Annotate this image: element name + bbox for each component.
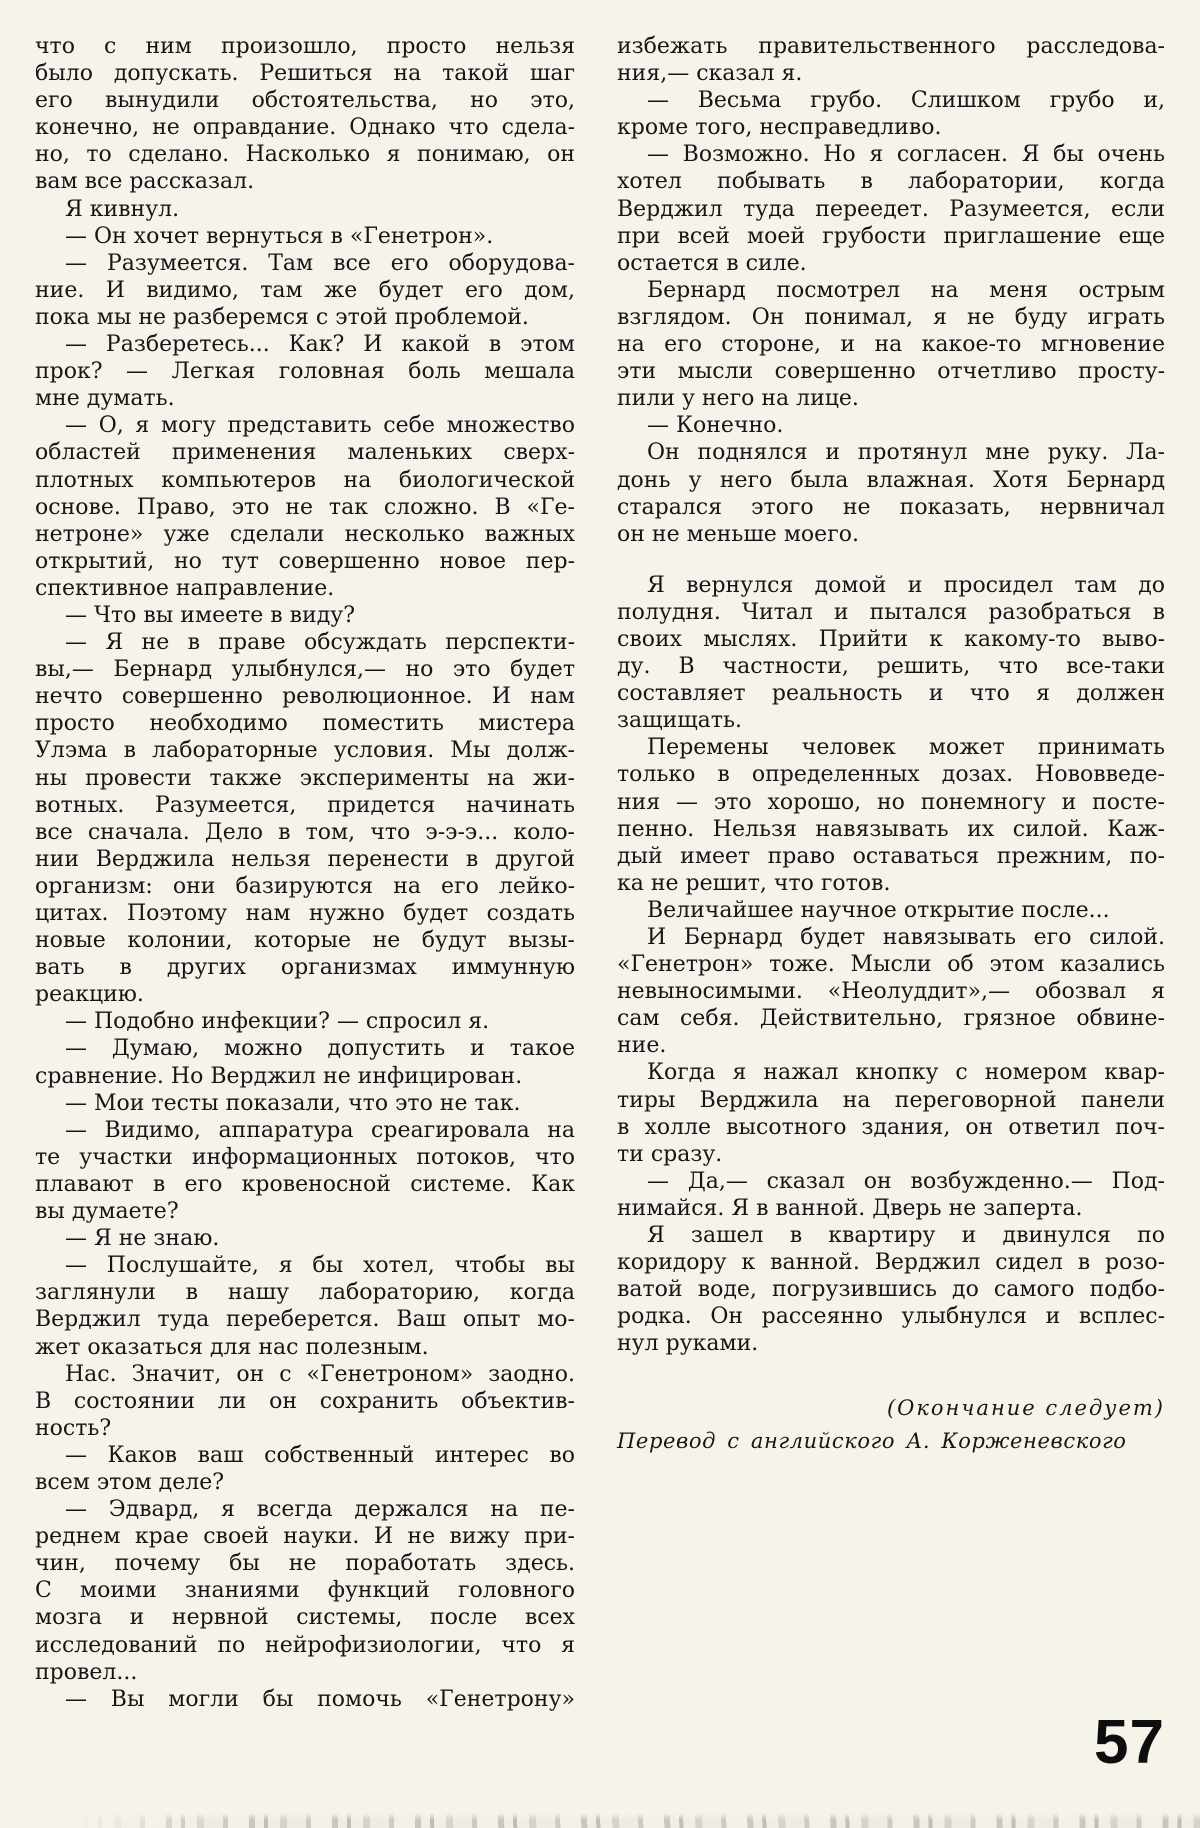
text-line: мне думать.	[35, 386, 175, 412]
text-line: Нас. Значит, он с «Генетроном» заодно.	[65, 1361, 575, 1387]
text-line: дый имеет право оставаться прежним, по-	[617, 843, 1165, 869]
text-line: вы думаете?	[35, 1199, 179, 1225]
text-line: — Послушайте, я бы хотел, чтобы вы	[65, 1253, 575, 1279]
text-line: составляет реальность и что я должен	[617, 681, 1165, 707]
text-line: вам все рассказал.	[35, 169, 255, 195]
text-line: — Каков ваш собственный интерес во	[65, 1442, 575, 1468]
text-line: — Вы могли бы помочь «Генетрону»	[65, 1686, 575, 1712]
text-line: нии Верджила нельзя перенести в другой	[35, 846, 575, 872]
text-line: Я вернулся домой и просидел там до	[647, 572, 1165, 598]
text-line: плавают в его кровеносной системе. Как	[35, 1171, 575, 1197]
text-line: — Конечно.	[647, 413, 784, 439]
text-line: — Возможно. Но я согласен. Я бы очень	[647, 142, 1165, 168]
text-line: — Эдвард, я всегда держался на пе-	[65, 1497, 575, 1523]
translator-credit: Перевод с английского А. Корженевского	[617, 1428, 1127, 1453]
text-line: В состоянии ли он сохранить объектив-	[35, 1388, 575, 1414]
text-line: ния — это хорошо, но понемногу и посте-	[617, 789, 1165, 815]
text-line: кроме того, несправедливо.	[617, 115, 942, 141]
text-line: Я кивнул.	[65, 196, 180, 222]
text-line: хотел побывать в лаборатории, когда	[617, 169, 1165, 195]
text-line: реакцию.	[35, 982, 144, 1008]
text-line: реднем крае своей науки. И не вижу при-	[35, 1524, 575, 1550]
text-line: ность?	[35, 1415, 112, 1441]
text-line: — Думаю, можно допустить и такое	[65, 1036, 575, 1062]
text-line: Перемены человек может принимать	[647, 735, 1165, 761]
text-line: «Генетрон» тоже. Мысли об этом казались	[617, 952, 1165, 978]
text-line: — Я не в праве обсуждать перспекти-	[65, 630, 575, 656]
text-line: Когда я нажал кнопку с номером квар-	[647, 1060, 1165, 1086]
text-line: ния,— сказал я.	[617, 61, 803, 87]
text-line: пили у него на лице.	[617, 386, 859, 412]
text-line: конечно, не оправдание. Однако что сдела-	[35, 115, 575, 141]
text-line: И Бернард будет навязывать его силой.	[647, 925, 1165, 950]
text-line: мозга и нервной системы, после всех	[35, 1605, 575, 1631]
text-line: эти мысли совершенно отчетливо просту-	[617, 359, 1165, 385]
text-line: донь у него была влажная. Хотя Бернард	[617, 467, 1165, 493]
text-line: при всей моей грубости приглашение еще	[617, 223, 1165, 249]
text-line: ние.	[617, 1033, 667, 1059]
text-line: ватой воде, погрузившись до самого подбо-	[617, 1277, 1165, 1303]
text-line: вотных. Разумеется, придется начинать	[35, 792, 575, 818]
text-line: жет оказаться для нас полезным.	[35, 1334, 429, 1360]
text-line: — Да,— сказал он возбужденно.— Под-	[647, 1168, 1165, 1194]
text-line: вать в других организмах иммунную	[35, 955, 575, 981]
text-line: — Он хочет вернуться в «Генетрон».	[65, 223, 494, 249]
text-line: избежать правительственного расследова-	[617, 34, 1165, 59]
text-line: те участки информационных потоков, что	[35, 1144, 575, 1170]
scan-edge-artifact	[0, 1813, 1200, 1828]
blank-line	[617, 548, 1165, 572]
text-line: старался этого не показать, нервничал	[617, 494, 1165, 520]
text-line: ка не решит, что готов.	[617, 870, 891, 896]
text-line: ти сразу.	[617, 1141, 723, 1167]
text-line: остается в силе.	[617, 250, 807, 276]
text-line: Верджил туда переберется. Ваш опыт мо-	[35, 1307, 575, 1333]
text-line: что с ним произошло, просто нельзя	[35, 34, 575, 59]
text-line: С моими знаниями функций головного	[35, 1578, 575, 1604]
text-line: ду. В частности, решить, что все-таки	[617, 654, 1165, 680]
text-line: основе. Право, это не так сложно. В «Ге-	[35, 494, 575, 520]
text-line: взглядом. Он понимал, я не буду играть	[617, 304, 1165, 330]
text-line: — Разберетесь... Как? И какой в этом	[65, 332, 575, 358]
text-line: нетроне» уже сделали несколько важных	[35, 521, 575, 547]
text-line: Он поднялся и протянул мне руку. Ла-	[647, 440, 1165, 466]
text-line: пенно. Нельзя навязывать их силой. Каж-	[617, 816, 1165, 842]
page-number: 57	[1094, 1708, 1165, 1777]
text-line: коридору к ванной. Верджил сидел в розо-	[617, 1250, 1165, 1276]
text-line: просто необходимо поместить мистера	[35, 711, 575, 737]
text-line: защищать.	[617, 708, 742, 734]
text-line: провел...	[35, 1659, 138, 1685]
continuation-note: (Окончание следует)	[886, 1395, 1165, 1420]
text-line: на его стороне, и на какое-то мгновение	[617, 332, 1165, 358]
text-line: исследований по нейрофизиологии, что я	[35, 1632, 575, 1658]
text-line: всем этом деле?	[35, 1469, 225, 1495]
text-line: родка. Он рассеянно улыбнулся и всплес-	[617, 1304, 1165, 1330]
text-column-right	[617, 33, 1165, 1455]
text-line: — Подобно инфекции? — спросил я.	[65, 1009, 490, 1035]
text-line: областей применения маленьких сверх-	[35, 440, 575, 466]
text-line: — Разумеется. Там все его оборудова-	[65, 250, 575, 276]
text-line: прок? — Легкая головная боль мешала	[35, 359, 575, 385]
text-line: заглянули в нашу лабораторию, когда	[35, 1280, 575, 1306]
text-line: сам себя. Действительно, грязное обвине-	[617, 1006, 1165, 1032]
text-line: — Весьма грубо. Слишком грубо и,	[647, 88, 1165, 114]
text-line: полудня. Читал и пытался разобраться в	[617, 599, 1165, 625]
text-line: чин, почему бы не поработать здесь.	[35, 1551, 575, 1577]
text-line: ние. И видимо, там же будет его дом,	[35, 277, 575, 303]
text-line: вы,— Бернард улыбнулся,— но это будет	[35, 657, 575, 683]
text-line: новые колонии, которые не будут вызы-	[35, 928, 575, 954]
text-line: — Что вы имеете в виду?	[65, 602, 356, 628]
text-line: только в определенных дозах. Нововведе-	[617, 762, 1165, 788]
text-line: все сначала. Дело в том, что э-э-э... коло-	[35, 819, 575, 845]
text-line: — Мои тесты показали, что это не так.	[65, 1090, 521, 1116]
text-line: спективное направление.	[35, 575, 335, 601]
text-line: но, то сделано. Насколько я понимаю, он	[35, 142, 575, 168]
text-line: его вынудили обстоятельства, но это,	[35, 88, 575, 114]
text-line: организм: они базируются на его лейко-	[35, 873, 575, 899]
text-line: сравнение. Но Верджил не инфицирован.	[35, 1063, 523, 1089]
text-line: цитах. Поэтому нам нужно будет создать	[35, 901, 575, 926]
text-line: пока мы не разберемся с этой проблемой.	[35, 304, 529, 330]
text-line: — О, я могу представить себе множество	[65, 413, 575, 439]
text-column-right-lines	[617, 33, 1165, 1358]
text-line: Верджил туда переедет. Разумеется, если	[617, 196, 1165, 222]
text-line: Улэма в лабораторные условия. Мы долж-	[35, 738, 575, 764]
text-line: он не меньше моего.	[617, 521, 859, 547]
text-line: тиры Верджила на переговорной панели	[617, 1087, 1165, 1113]
text-line: ны провести также эксперименты на жи-	[35, 765, 575, 791]
text-line: — Я не знаю.	[65, 1226, 220, 1252]
text-line: нечто совершенно революционное. И нам	[35, 684, 575, 710]
text-line: было допускать. Решиться на такой шаг	[35, 61, 575, 87]
text-line: нул руками.	[617, 1331, 759, 1357]
text-line: Бернард посмотрел на меня острым	[647, 277, 1165, 303]
text-line: открытий, но тут совершенно новое пер-	[35, 548, 575, 574]
text-line: в холле высотного здания, он ответил поч-	[617, 1114, 1165, 1140]
text-line: нимайся. Я в ванной. Дверь не заперта.	[617, 1195, 1083, 1221]
text-line: Величайшее научное открытие после...	[647, 897, 1110, 923]
text-line: Я зашел в квартиру и двинулся по	[647, 1223, 1165, 1249]
text-line: невыносимыми. «Неолуддит»,— обозвал я	[617, 979, 1165, 1005]
text-column-left	[35, 33, 575, 1713]
text-line: плотных компьютеров на биологической	[35, 467, 575, 493]
text-line: — Видимо, аппаратура среагировала на	[65, 1117, 575, 1143]
text-line: своих мыслях. Прийти к какому-то выво-	[617, 626, 1165, 652]
